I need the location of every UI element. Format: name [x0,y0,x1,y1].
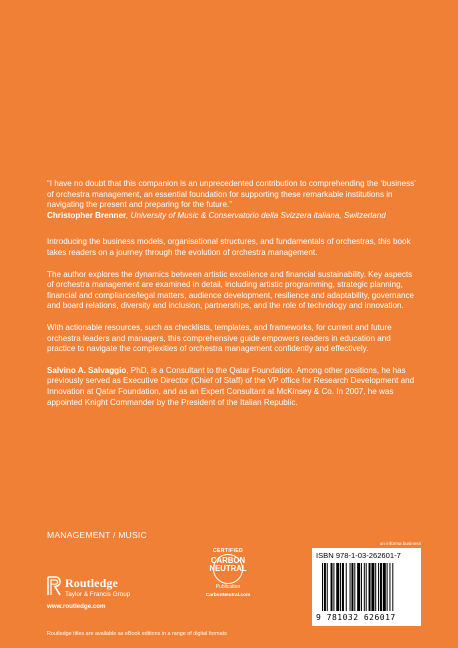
barcode-bar [375,563,376,611]
barcode-bar [378,563,379,611]
isbn-barcode [312,541,421,626]
cn-carbon-neutral [193,557,263,573]
barcode-bar [331,563,333,611]
barcode-bar [333,563,334,611]
author-bio-text: , PhD, is a Consultant to the Qatar Foundation. Among other positions, he has previously served as Executive Director (Chief of Staff) of the VP office for Research Development and Innovation at Qatar Foundation, and as an Expert Consultant at McKinsey & Co. In 2007, he was appointed Knight Commander by the President of the Italian Republic. [47,365,415,407]
barcode-bar [336,563,339,611]
barcode-bar [327,563,328,611]
cn-publication: Publication [215,584,241,590]
barcode-digits: 9 781032 626017 [316,613,396,622]
barcode-bar [366,563,367,611]
cn-line2: NEUTRAL [209,564,247,573]
cn-line1: CARBON [210,556,246,565]
description-paragraph: With actionable resources, such as checklists, templates, and frameworks, for current and future orchestra leaders and managers, this comprehensive guide empowers readers in education and practice to navigate the complexities of orchestra management confidently and effectively. [47,322,392,354]
cn-certified: CERTIFIED [212,548,244,554]
publisher-url: www.routledge.com [47,603,106,610]
barcode-bar [383,563,386,611]
author-bio [47,366,417,408]
barcode-bar [361,563,362,611]
informa-brand: an informa business [379,541,421,546]
barcode-bar [357,563,360,611]
quote-text: “I have no doubt that this companion is an unprecedented contribution to comprehending the ‘business’ of orchestra management, an essential foundation for supporting these remarkable institutions in navigating the present and preparing for the future.” [47,179,416,210]
isbn-number: ISBN 978-1-03-262601-7 [316,551,401,560]
barcode-bar [369,563,371,611]
quote-affiliation: , University of Music & Conservatorio della Svizzera italiana, Switzerland [126,210,386,220]
barcode-bar [340,563,341,611]
barcode-bar [342,563,344,611]
subject-category: MANAGEMENT / MUSIC [47,530,147,540]
ebook-footnote: Routledge titles are available as eBook editions in a range of digital formats [47,631,227,637]
barcode-icon [322,563,416,613]
barcode-bar [351,563,353,611]
barcode-bar [350,563,351,611]
back-cover-text [47,179,417,419]
barcode-bar [324,563,326,611]
routledge-r-icon [47,576,61,596]
barcode-bar [380,563,382,611]
barcode-bar [371,563,374,611]
description-paragraph: Introducing the business models, organisational structures, and fundamentals of orchestras, this book takes readers on a journey through the evolution of orchestra management. [47,237,411,257]
barcode-bar [387,563,388,611]
barcode-bar [322,563,323,611]
cn-url: CarbonNeutral.com [205,593,251,598]
barcode-bar [354,563,355,611]
quote-attribution [47,211,386,220]
publisher-logo [47,576,167,612]
quote-author: Christopher Brenner [47,210,127,220]
carbon-neutral-logo [193,548,263,608]
description-paragraph: The author explores the dynamics between artistic excellence and financial sustainability. Key aspects of orchestra management are examined in detail, including artistic programming, strategic planning, financial and compliance/legal matters, audience development, resilience and adaptability, governance and board relations, diversity and inclusion, partnerships, and the role of technology and innovation. [47,269,414,311]
endorsement [47,179,417,221]
author-name: Salvino A. Salvaggio [47,365,127,375]
barcode-bar [346,563,347,611]
barcode-bar [392,563,393,611]
barcode-bar [389,563,390,611]
barcode-bar [364,563,365,611]
publisher-name: Routledge [65,576,118,590]
publisher-subtitle: Taylor & Francis Group [65,591,131,598]
